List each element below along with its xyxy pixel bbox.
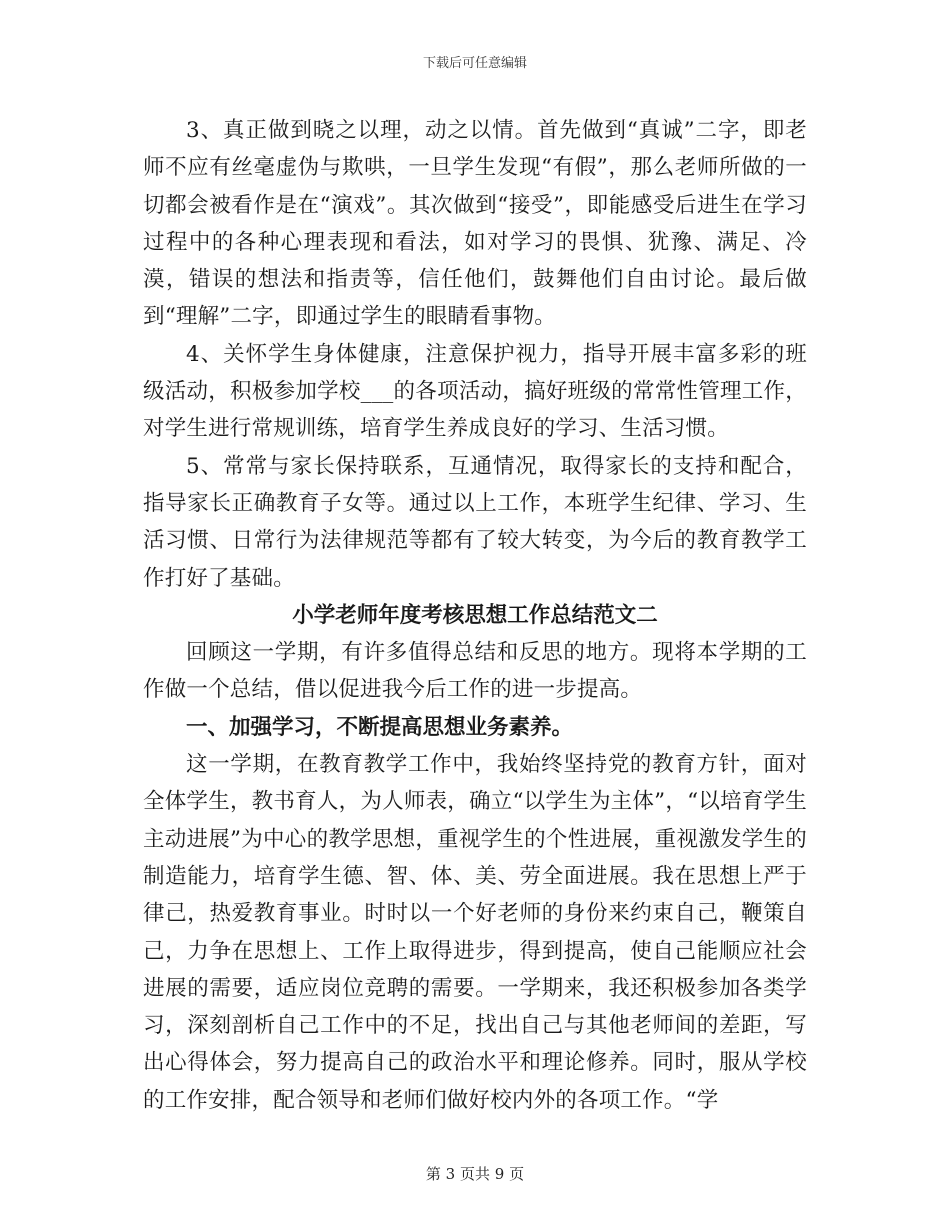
page-header: 下载后可任意编辑 bbox=[422, 56, 527, 71]
intro-paragraph: 回顾这一学期，有许多值得总结和反思的地方。现将本学期的工作做一个总结，借以促进我今后工作的进一步提高。 bbox=[143, 640, 807, 703]
paragraph-item-3: 3、真正做到晓之以理，动之以情。首先做到“真诚”二字，即老师不应有丝毫虚伪与欺哄，一旦学生发现“有假”，那么老师所做的一切都会被看作是在“演戏”。其次做到“接受”，即能感受后进生在学习过程中的各种心理表现和看法，如对学习的畏惧、犹豫、满足、冷漠，错误的想法和指责等，信任他们，鼓舞他们自由讨论。最后做到“理解”二字，即通过学生的眼睛看事物。 bbox=[143, 118, 807, 330]
page-footer: 第 3 页共 9 页 bbox=[425, 1165, 525, 1183]
section-title: 小学老师年度考核思想工作总结范文二 bbox=[292, 602, 658, 628]
subheading: 一、加强学习，不断提高思想业务素养。 bbox=[186, 714, 574, 740]
paragraph-item-4: 4、关怀学生身体健康，注意保护视力，指导开展丰富多彩的班级活动，积极参加学校___的各项活动，搞好班级的常常性管理工作，对学生进行常规训练，培育学生养成良好的学习、生活习惯。 bbox=[143, 341, 807, 442]
document-body bbox=[143, 112, 807, 1119]
paragraph-item-5: 5、常常与家长保持联系，互通情况，取得家长的支持和配合，指导家长正确教育子女等。通过以上工作，本班学生纪律、学习、生活习惯、日常行为法律规范等都有了较大转变，为今后的教育教学工作打好了基础。 bbox=[143, 453, 807, 591]
body-paragraph: 这一学期，在教育教学工作中，我始终坚持党的教育方针，面对全体学生，教书育人，为人师表，确立“以学生为主体”，“以培育学生主动进展”为中心的教学思想，重视学生的个性进展，重视激发学生的制造能力，培育学生德、智、体、美、劳全面进展。我在思想上严于律己，热爱教育事业。时时以一个好老师的身份来约束自己，鞭策自己，力争在思想上、工作上取得进步，得到提高，使自己能顺应社会进展的需要，适应岗位竞聘的需要。一学期来，我还积极参加各类学习，深刻剖析自己工作中的不足，找出自己与其他老师间的差距，写出心得体会，努力提高自己的政治水平和理论修养。同时，服从学校的工作安排，配合领导和老师们做好校内外的各项工作。“学 bbox=[143, 752, 807, 1113]
